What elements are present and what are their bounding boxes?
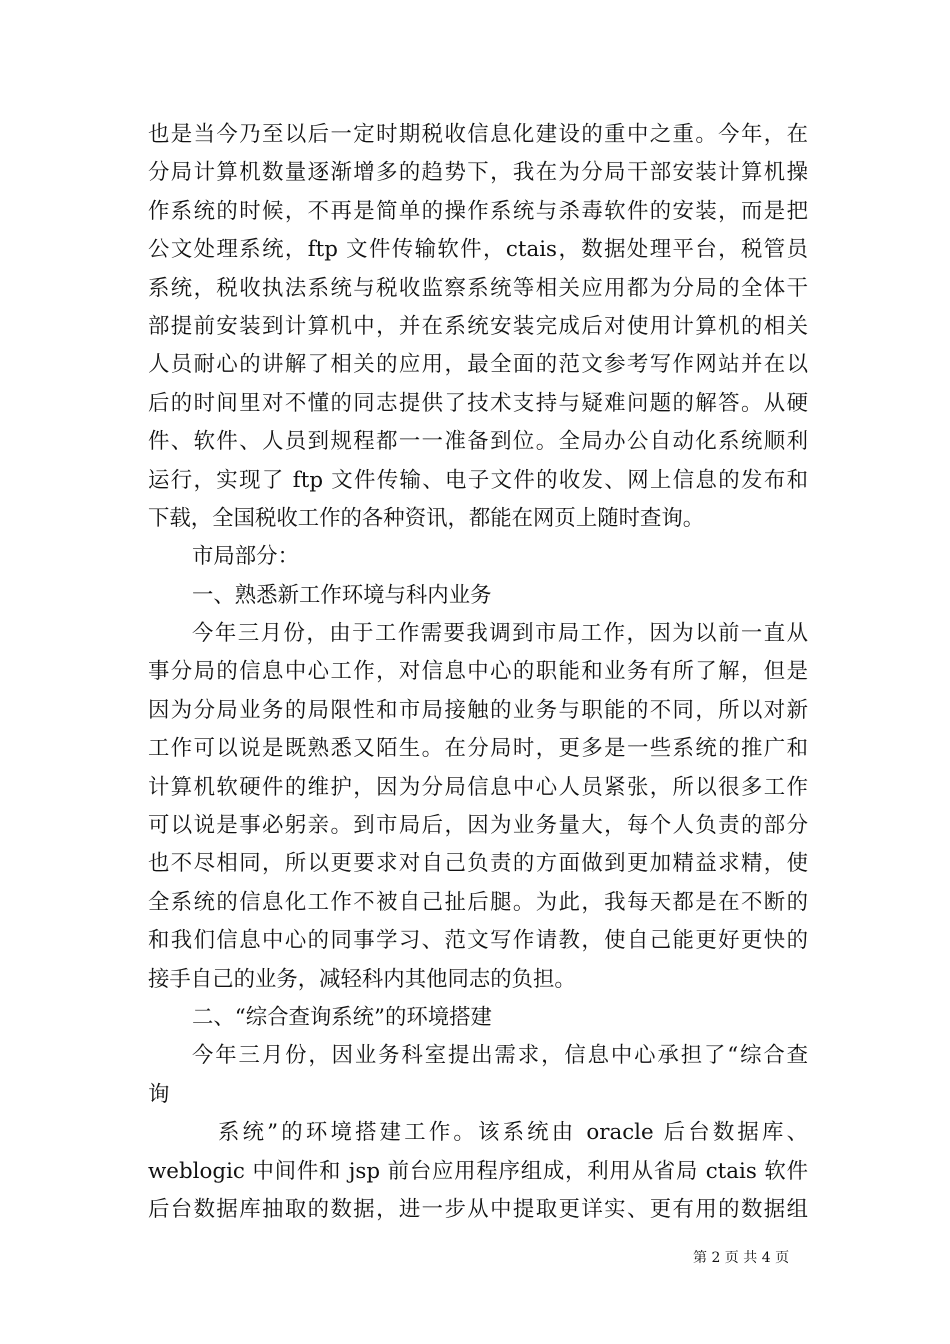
paragraph-line: 计算机软硬件的维护，因为分局信息中心人员紧张，所以很多工作	[148, 774, 808, 800]
paragraph-line: 今年三月份，因业务科室提出需求，信息中心承担了“综合查	[192, 1043, 808, 1069]
paragraph-line: 部提前安装到计算机中，并在系统安装完成后对使用计算机的相关	[148, 313, 808, 339]
paragraph-line: 系统，税收执法系统与税收监察系统等相关应用都为分局的全体干	[148, 275, 808, 301]
paragraph-line: 系统”的环境搭建工作。该系统由 oracle 后台数据库、	[218, 1120, 808, 1146]
paragraph-line: 因为分局业务的局限性和市局接触的业务与职能的不同，所以对新	[148, 697, 808, 723]
paragraph-line: 分局计算机数量逐渐增多的趋势下，我在为分局干部安装计算机操	[148, 160, 808, 186]
paragraph-line: 事分局的信息中心工作，对信息中心的职能和业务有所了解，但是	[148, 659, 808, 685]
paragraph-line: 后的时间里对不懂的同志提供了技术支持与疑难问题的解答。从硬	[148, 390, 808, 416]
section-heading: 市局部分：	[192, 544, 299, 570]
paragraph-line: 件、软件、人员到规程都一一准备到位。全局办公自动化系统顺利	[148, 429, 808, 455]
paragraph-line: 也是当今乃至以后一定时期税收信息化建设的重中之重。今年，在	[148, 122, 808, 147]
paragraph-line: 和我们信息中心的同事学习、范文写作请教，使自己能更好更快的	[148, 928, 808, 954]
document-body	[148, 116, 808, 1229]
paragraph-line: 也不尽相同，所以更要求对自己负责的方面做到更加精益求精，使	[148, 851, 808, 877]
paragraph-line: 下载，全国税收工作的各种资讯，都能在网页上随时查询。	[148, 505, 705, 531]
paragraph-line: 运行，实现了 ftp 文件传输、电子文件的收发、网上信息的发布和	[148, 467, 808, 493]
section-heading: 二、“综合查询系统”的环境搭建	[192, 1004, 492, 1030]
paragraph-line: 询	[148, 1081, 170, 1107]
page-number: 第 2 页 共 4 页	[693, 1250, 790, 1266]
paragraph-line: 人员耐心的讲解了相关的应用，最全面的范文参考写作网站并在以	[148, 352, 808, 378]
paragraph-line: 可以说是事必躬亲。到市局后，因为业务量大，每个人负责的部分	[148, 813, 808, 839]
paragraph-line: 作系统的时候，不再是简单的操作系统与杀毒软件的安装，而是把	[148, 198, 808, 224]
paragraph-line: 全系统的信息化工作不被自己扯后腿。为此，我每天都是在不断的	[148, 889, 808, 915]
paragraph-line: 公文处理系统，ftp 文件传输软件，ctais，数据处理平台，税管员	[148, 237, 808, 263]
paragraph-line: 今年三月份，由于工作需要我调到市局工作，因为以前一直从	[192, 621, 808, 647]
paragraph-line: 后台数据库抽取的数据，进一步从中提取更详实、更有用的数据组	[148, 1196, 808, 1222]
paragraph-line: weblogic 中间件和 jsp 前台应用程序组成，利用从省局 ctais 软件	[148, 1158, 808, 1184]
paragraph-line: 工作可以说是既熟悉又陌生。在分局时，更多是一些系统的推广和	[148, 736, 808, 762]
paragraph-line: 接手自己的业务，减轻科内其他同志的负担。	[148, 966, 576, 992]
section-heading: 一、熟悉新工作环境与科内业务	[192, 582, 492, 608]
